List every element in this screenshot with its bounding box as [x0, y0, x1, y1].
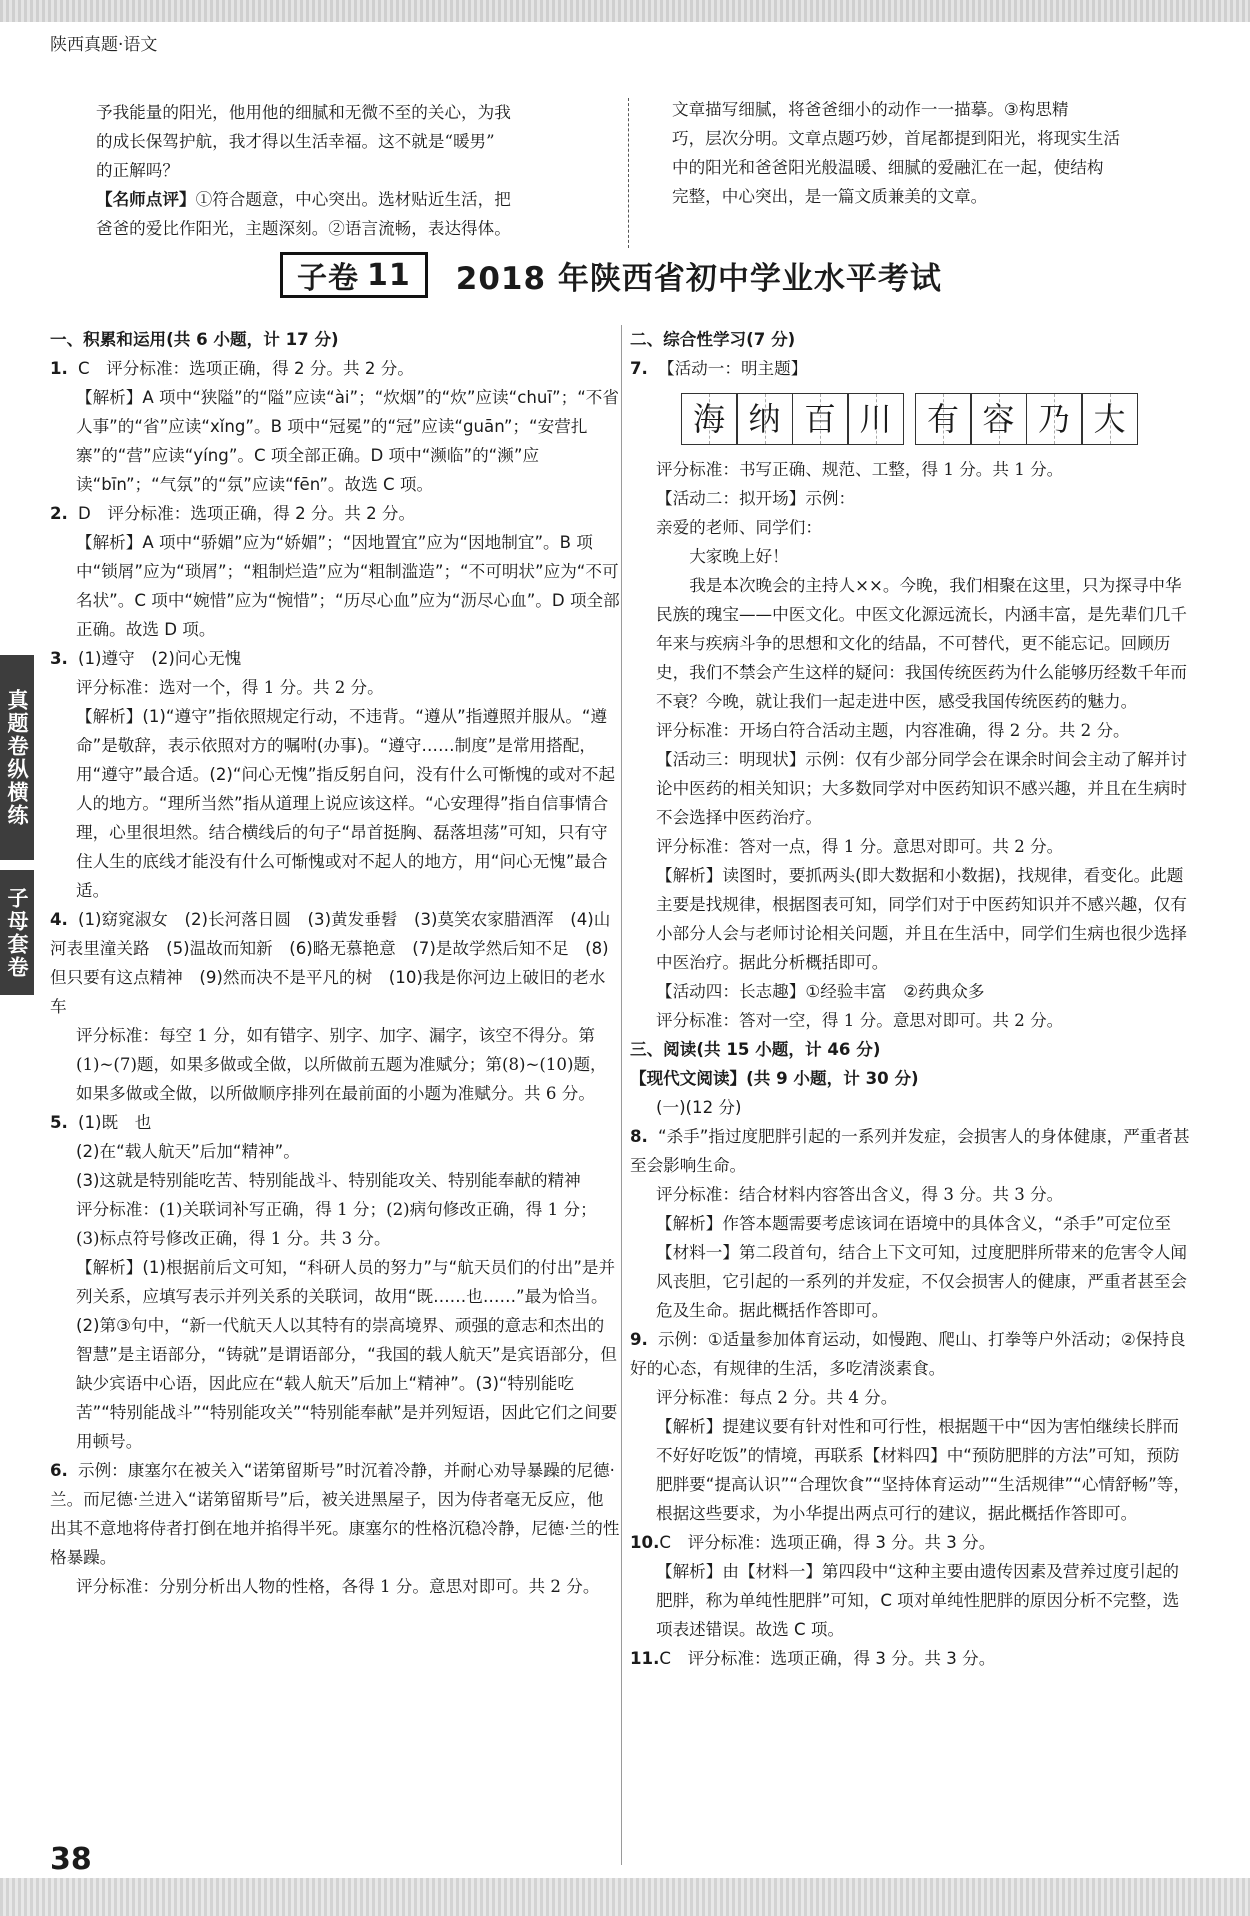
question-number: 7. [630, 359, 648, 378]
comment-line: 中的阳光和爸爸阳光般温暖、细腻的爱融汇在一起，使结构 [672, 158, 1104, 177]
answer-text: D 评分标准：选项正确，得 2 分。共 2 分。 [78, 504, 416, 523]
question-number: 1. [50, 359, 68, 378]
speech-paragraph: 我是本次晚会的主持人××。今晚，我们相聚在这里，只为探寻中华民族的瑰宝——中医文化。中医文化源远流长，内涵丰富，是先辈们几千年来与疾病斗争的思想和文化的结晶，不可替代，更不能忘记。回顾历史，我们不禁会产生这样的疑问：我国传统医药为什么能够历经数千年而不衰？今晚，就让我们一起走进中医，感受我国传统医药的魅力。 [656, 576, 1187, 711]
running-head: 陕西真题·语文 [50, 35, 158, 55]
analysis-paragraph: 【解析】读图时，要抓两头(即大数据和小数据)，找规律，看变化。此题主要是找规律，根据图表可知，同学们对于中医药知识并不感兴趣，仅有小部分人会与老师讨论相关问题，并且在生活中，同学们生病也很少选择中医治疗。据此分析概括即可。 [656, 866, 1187, 972]
right-column-body [630, 455, 1190, 1673]
section-heading: 【现代文阅读】(共 9 小题，计 30 分) [630, 1069, 919, 1088]
scoring-standard: 评分标准：答对一点，得 1 分。意思对即可。共 2 分。 [656, 837, 1064, 856]
top-left-column [96, 98, 608, 243]
grid-character: 海 [692, 399, 725, 438]
speech-paragraph: 大家晚上好！ [689, 547, 789, 566]
exam-title: 2018 年陕西省初中学业水平考试 [455, 260, 942, 297]
grid-cell [1026, 393, 1083, 445]
comment-line: 完整，中心突出，是一篇文质兼美的文章。 [672, 187, 988, 206]
right-column-top [630, 325, 1190, 383]
section-banner [280, 252, 980, 298]
answer-right-column [630, 325, 1190, 1673]
calligraphy-grid [682, 393, 1190, 445]
section-heading: 三、阅读(共 15 小题，计 46 分) [630, 1040, 881, 1059]
scoring-standard: 评分标准：分别分析出人物的性格，各得 1 分。意思对即可。共 2 分。 [76, 1577, 600, 1596]
answer-text: (1)窈窕淑女 (2)长河落日圆 (3)黄发垂髫 (3)莫笑农家腊酒浑 (4)山河表里潼关路 (5)温故而知新 (6)略无慕艳意 (7)是故学然后知不足 (8)但只要有这点精神 (9)然而决不是平凡的树 (10)我是你河边上破旧的老水车 [50, 910, 611, 1016]
comment-line: 文章描写细腻，将爸爸细小的动作一一描摹。③构思精 [672, 100, 1069, 119]
scoring-standard: 评分标准：开场白符合活动主题，内容准确，得 2 分。共 2 分。 [656, 721, 1130, 740]
scoring-standard: 评分标准：结合材料内容答出含义，得 3 分。共 3 分。 [656, 1185, 1064, 1204]
grid-cell [915, 393, 972, 445]
question-answer [50, 354, 620, 383]
question-answer [630, 1325, 1190, 1383]
analysis-paragraph: 【解析】A 项中“狭隘”的“隘”应读“ài”；“炊烟”的“炊”应读“chuī”；“不省人事”的“省”应读“xǐng”。B 项中“冠冕”的“冠”应读“guān”；“安营扎寨”的“营”应读“yíng”。C 项全部正确。D 项中“濒临”的“濒”应读“bīn”；“气氛”的“氛”应读“fēn”。故选 C 项。 [76, 388, 619, 494]
analysis-paragraph: 【活动三：明现状】示例：仅有少部分同学会在课余时间会主动了解并讨论中医药的相关知识；大多数同学对中医药知识不感兴趣，并且在生病时不会选择中医药治疗。 [656, 750, 1187, 827]
analysis-paragraph: 【解析】提建议要有针对性和可行性，根据题干中“因为害怕继续长胖而不好好吃饭”的情境，再联系【材料四】中“预防肥胖的方法”可知，预防肥胖要“提高认识”“合理饮食”“坚持体育运动”“生活规律”“心情舒畅”等，根据这些要求，为小华提出两点可行的建议，据此概括作答即可。 [656, 1417, 1190, 1523]
answer-text: “杀手”指过度肥胖引起的一系列并发症，会损害人的身体健康，严重者甚至会影响生命。 [630, 1127, 1190, 1175]
analysis-paragraph: 【解析】作答本题需要考虑该词在语境中的具体含义，“杀手”可定位至【材料一】第二段首句，结合上下文可知，过度肥胖所带来的危害令人闻风丧胆，它引起的一系列的并发症，不仅会损害人的健康，严重者甚至会危及生命。据此概括作答即可。 [656, 1214, 1187, 1320]
analysis-paragraph: 【活动四：长志趣】①经验丰富 ②药典众多 [656, 982, 985, 1001]
question-answer [50, 644, 620, 673]
question-answer [630, 1644, 1190, 1673]
answer-text: (1)遵守 (2)问心无愧 [78, 649, 242, 668]
question-number: 5. [50, 1113, 68, 1132]
question-number: 3. [50, 649, 68, 668]
answer-text: 示例：康塞尔在被关入“诺第留斯号”时沉着冷静，并耐心劝导暴躁的尼德·兰。而尼德·兰进入“诺第留斯号”后，被关进黑屋子，因为侍者毫无反应，他出其不意地将侍者打倒在地并掐得半死。康塞尔的性格沉稳冷静，尼德·兰的性格暴躁。 [50, 1461, 620, 1567]
answer-left-column [50, 325, 620, 1601]
scoring-standard: 评分标准：每空 1 分，如有错字、别字、加字、漏字，该空不得分。第(1)~(7)题，如果多做或全做，以所做前五题为准赋分；第(8)~(10)题，如果多做或全做，以所做顺序排列在最前面的小题为准赋分。共 6 分。 [76, 1026, 607, 1103]
scoring-standard: 评分标准：选对一个，得 1 分。共 2 分。 [76, 678, 384, 697]
grid-character: 纳 [748, 399, 781, 438]
analysis-paragraph: (3)这就是特别能吃苦、特别能战斗、特别能攻关、特别能奉献的精神 [76, 1171, 581, 1190]
answer-text: 【活动一：明主题】 [658, 359, 808, 378]
grid-cell [792, 393, 849, 445]
section-heading: 二、综合性学习(7 分) [630, 330, 796, 349]
question-answer [630, 1528, 1190, 1557]
grid-character: 大 [1093, 399, 1126, 438]
grid-cell [681, 393, 738, 445]
paper-number-box [280, 252, 428, 298]
question-number: 10. [630, 1533, 660, 1552]
question-answer [50, 499, 620, 528]
essay-line: 的正解吗？ [96, 161, 179, 180]
question-number: 9. [630, 1330, 648, 1349]
comment-line: 巧，层次分明。文章点题巧妙，首尾都提到阳光，将现实生活 [672, 129, 1121, 148]
analysis-paragraph: (一)(12 分) [656, 1098, 742, 1117]
question-answer [50, 1108, 620, 1137]
question-answer [630, 354, 1190, 383]
scoring-standard: 评分标准：(1)关联词补写正确，得 1 分；(2)病句修改正确，得 1 分；(3)标点符号修改正确，得 1 分。共 3 分。 [76, 1200, 597, 1248]
paper-number: 11 [367, 257, 411, 293]
question-number: 11. [630, 1649, 660, 1668]
grid-character: 乃 [1037, 399, 1070, 438]
answer-text: C 评分标准：选项正确，得 2 分。共 2 分。 [78, 359, 414, 378]
section-heading: 一、积累和运用(共 6 小题，计 17 分) [50, 330, 339, 349]
comment-text: ①符合题意，中心突出。选材贴近生活，把 [195, 190, 511, 209]
question-number: 4. [50, 910, 68, 929]
top-right-column [672, 95, 1182, 211]
analysis-paragraph: 【解析】A 项中“骄媚”应为“娇媚”；“因地置宜”应为“因地制宜”。B 项中“锁屑”应为“琐屑”；“粗制烂造”应为“粗制滥造”；“不可明状”应为“不可名状”。C 项中“婉惜”应为“惋惜”；“历尽心血”应为“沥尽心血”。D 项全部正确。故选 D 项。 [76, 533, 620, 639]
question-number: 2. [50, 504, 68, 523]
grid-character: 百 [803, 399, 836, 438]
grid-cell [1081, 393, 1138, 445]
comment-tag: 【名师点评】 [96, 189, 196, 209]
analysis-paragraph: 【解析】(1)根据前后文可知，“科研人员的努力”与“航天员们的付出”是并列关系，应填写表示并列关系的关联词，故用“既……也……”最为恰当。(2)第③句中，“新一代航天人以其特有的崇高境界、顽强的意志和杰出的智慧”是主语部分，“铸就”是谓语部分，“我国的载人航天”是宾语部分，但缺少宾语中心语，因此应在“载人航天”后加上“精神”。(3)“特别能吃苦”“特别能战斗”“特别能攻关”“特别能奉献”是并列短语，因此它们之间要用顿号。 [76, 1258, 618, 1451]
paper-label: 子卷 [297, 261, 359, 296]
top-column-divider [628, 98, 629, 248]
grid-cell [847, 393, 904, 445]
question-answer [50, 1456, 620, 1572]
side-tab-series: 真题卷纵横练 [0, 655, 34, 860]
side-tab-set: 子母套卷 [0, 870, 34, 995]
grid-cell [970, 393, 1027, 445]
bottom-scan-border [0, 1878, 1250, 1916]
main-column-divider [621, 325, 622, 1865]
grid-cell [736, 393, 793, 445]
top-scan-border [0, 0, 1250, 22]
question-answer [50, 905, 620, 1021]
answer-text: (1)既 也 [78, 1113, 152, 1132]
page-number: 38 [50, 1842, 92, 1877]
grid-character: 容 [982, 399, 1015, 438]
essay-line: 的成长保驾护航，我才得以生活幸福。这不就是“暖男” [96, 132, 495, 151]
analysis-paragraph: 【解析】(1)“遵守”指依照规定行动，不违背。“遵从”指遵照并服从。“遵命”是敬辞，表示依照对方的嘱咐(办事)。“遵守……制度”是常用搭配，用“遵守”最合适。(2)“问心无愧”指反躬自问，没有什么可惭愧的或对不起人的地方。“理所当然”指从道理上说应该这样。“心安理得”指自信事情合理，心里很坦然。结合横线后的句子“昂首挺胸、磊落坦荡”可知，只有守住人生的底线才能没有什么可惭愧或对不起人的地方，用“问心无愧”最合适。 [76, 707, 616, 900]
question-number: 8. [630, 1127, 648, 1146]
answer-text: C 评分标准：选项正确，得 3 分。共 3 分。 [659, 1533, 996, 1552]
analysis-paragraph: (2)在“载人航天”后加“精神”。 [76, 1142, 300, 1161]
comment-text: 爸爸的爱比作阳光，主题深刻。②语言流畅，表达得体。 [96, 219, 511, 238]
scoring-standard: 评分标准：每点 2 分。共 4 分。 [656, 1388, 898, 1407]
analysis-paragraph: 【活动二：拟开场】示例： [656, 489, 856, 508]
question-number: 6. [50, 1461, 68, 1480]
teacher-comment [96, 185, 608, 214]
analysis-paragraph: 【解析】由【材料一】第四段中“这种主要由遗传因素及营养过度引起的肥胖，称为单纯性肥胖”可知，C 项对单纯性肥胖的原因分析不完整，选项表述错误。故选 C 项。 [656, 1562, 1180, 1639]
answer-text: C 评分标准：选项正确，得 3 分。共 3 分。 [659, 1649, 996, 1668]
question-answer [630, 1122, 1190, 1180]
scoring-standard: 评分标准：书写正确、规范、工整，得 1 分。共 1 分。 [656, 460, 1064, 479]
grid-character: 川 [859, 399, 892, 438]
scoring-standard: 评分标准：答对一空，得 1 分。意思对即可。共 2 分。 [656, 1011, 1064, 1030]
analysis-paragraph: 亲爱的老师、同学们： [656, 518, 822, 537]
essay-line: 予我能量的阳光，他用他的细腻和无微不至的关心，为我 [96, 103, 511, 122]
answer-text: 示例：①适量参加体育运动，如慢跑、爬山、打拳等户外活动；②保持良好的心态，有规律的生活，多吃清淡素食。 [630, 1330, 1186, 1378]
grid-character: 有 [926, 399, 959, 438]
